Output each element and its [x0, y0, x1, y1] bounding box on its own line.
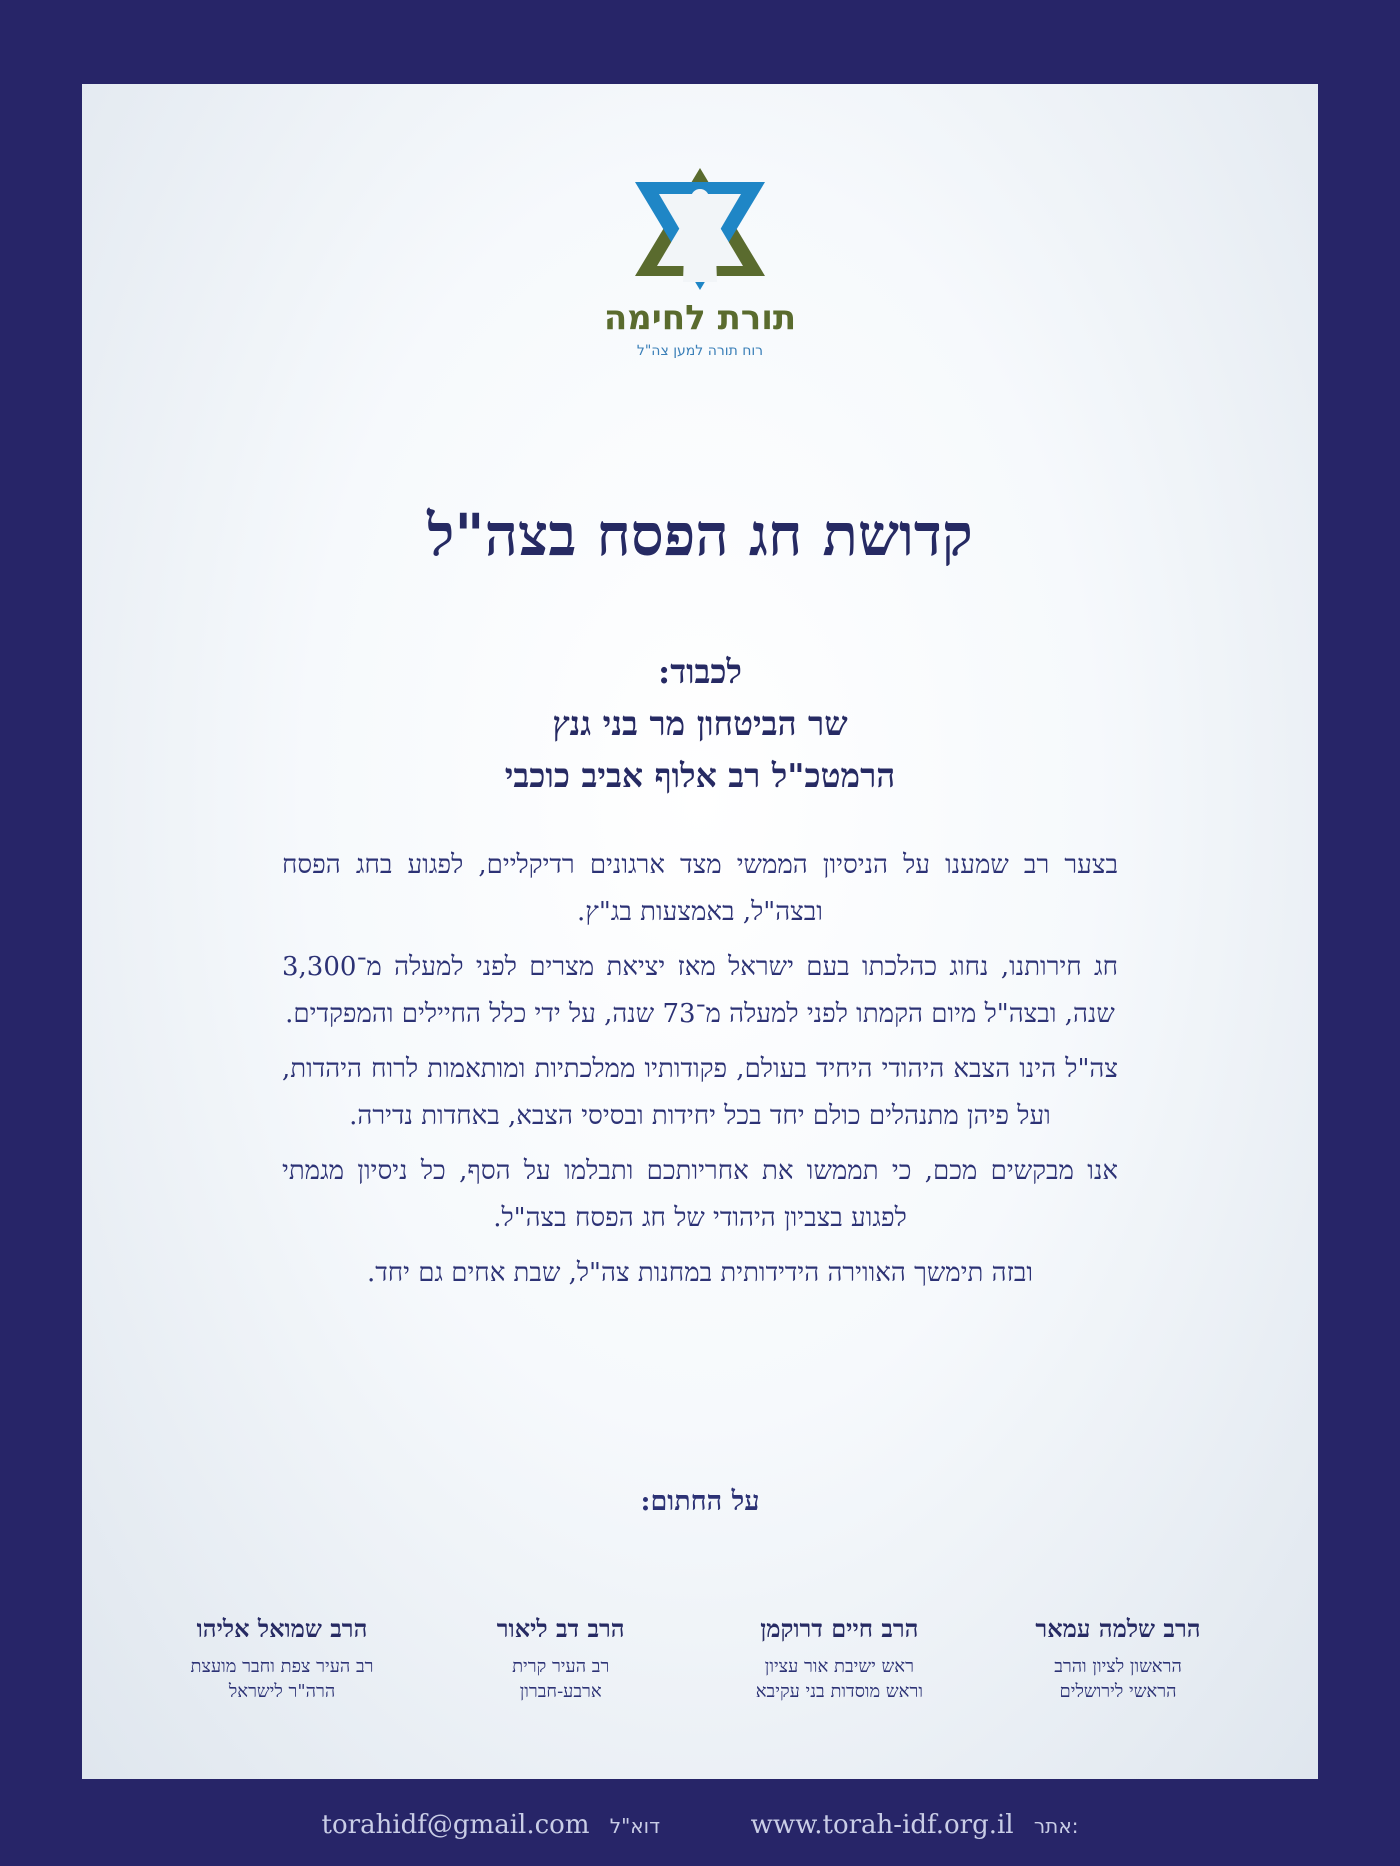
star-of-david-soldier-icon: [625, 164, 775, 294]
signer-role-line: הראשון לציון והרב: [1054, 1656, 1182, 1677]
logo-subtitle: רוח תורה למען צה"ל: [636, 343, 764, 360]
address-line-2: הרמטכ"ל רב אלוף אביב כוכבי: [504, 756, 896, 795]
address-to: לכבוד:: [658, 652, 742, 691]
letter-body: [282, 842, 1118, 1305]
signers-row: [152, 1612, 1248, 1704]
page-title: קדושת חג הפסח בצה"ל: [427, 501, 973, 569]
paragraph: ובזה תימשך האווירה הידידותית במחנות צה"ל, שבת אחים גם יחד.: [366, 1258, 1034, 1288]
signer-role: [709, 1654, 969, 1704]
signer-name: הרב שמואל אליהו: [196, 1614, 368, 1643]
signer-role-line: רב העיר קרית: [512, 1656, 610, 1677]
signer-name: הרב שלמה עמאר: [1035, 1614, 1201, 1643]
footer-site[interactable]: www.torah-idf.org.il: [750, 1810, 1014, 1840]
paragraph: אנו מבקשים מכם, כי תממשו את אחריותכם ותבלמו על הסף, כל ניסיון מגמתי לפגוע בצביון היהודי של חג הפסח בצה"ל.: [282, 1156, 1118, 1233]
logo: [600, 164, 800, 454]
paragraph: בצער רב שמענו על הניסיון הממשי מצד ארגונים רדיקליים, לפגוע בחג הפסח ובצה"ל, באמצעות בג"ץ.: [282, 850, 1118, 927]
signer: [988, 1612, 1248, 1704]
document-panel: [82, 84, 1318, 1779]
signer-name: הרב דב ליאור: [496, 1614, 625, 1643]
signer-role-line: הראשי לירושלים: [1059, 1681, 1177, 1702]
signer: [431, 1612, 691, 1704]
signer-role-line: הרה"ר לישראל: [228, 1681, 336, 1702]
signer-name: הרב חיים דרוקמן: [760, 1614, 919, 1643]
footer-site-label: אתר:: [1033, 1814, 1079, 1838]
address-line-1: שר הביטחון מר בני גנץ: [552, 704, 848, 743]
signer-role-line: ראש ישיבת אור עציון: [764, 1656, 914, 1677]
signer-role-line: וראש מוסדות בני עקיבא: [755, 1681, 923, 1702]
signed-label: על החתום:: [640, 1486, 760, 1517]
footer: [0, 1800, 1400, 1850]
signer-role-line: רב העיר צפת וחבר מועצת: [190, 1656, 374, 1677]
footer-email[interactable]: torahidf@gmail.com: [321, 1810, 590, 1840]
paragraph: חג חירותנו, נחוג כהלכתו בעם ישראל מאז יציאת מצרים לפני למעלה מ־3,300 שנה, ובצה"ל מיום הקמתו לפני למעלה מ־73 שנה, על ידי כלל החיילים והמפקדים.: [282, 952, 1118, 1029]
signer-role: [988, 1654, 1248, 1704]
address-block: [82, 646, 1318, 802]
signer: [709, 1612, 969, 1704]
signer-role-line: ארבע-חברון: [519, 1681, 602, 1702]
logo-name: תורת לחימה: [603, 298, 797, 338]
signer: [152, 1612, 412, 1704]
signer-role: [431, 1654, 691, 1704]
signer-role: [152, 1654, 412, 1704]
footer-email-label: דוא"ל: [609, 1814, 661, 1838]
paragraph: צה"ל הינו הצבא היהודי היחיד בעולם, פקודותיו ממלכתיות ומותאמות לרוח היהדות, ועל פיהן מתנהלים כולם יחד בכל יחידות ובסיסי הצבא, באחדות נדירה.: [282, 1054, 1118, 1131]
